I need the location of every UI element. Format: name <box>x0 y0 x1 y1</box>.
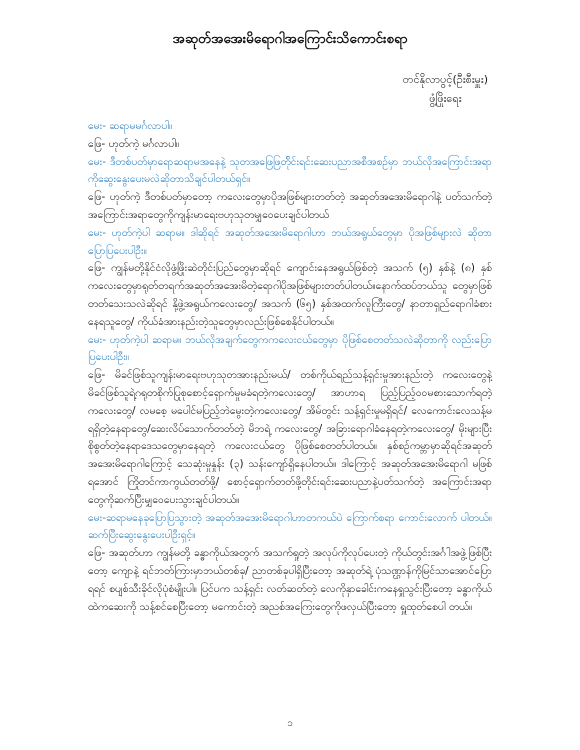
answer-paragraph: ဖြေ- မိခင်ဖြစ်သူကျန်းမာရေးဗဟုသုတအားနည်းမယ်/ တစ်ကိုယ်ရည်သန့်ရှင်းမှုအားနည်းတဲ့ ကလေးတွေနဲ့ မိခင်ဖြစ်သူရဲ့ဂရုတစိုက်ပြုစုစောင့်ရှောက်မှုမခံရတဲ့ကလေးတွေ/ အာဟာရ ပြည့်ပြည့်ဝဝမစားသောက်ရတဲ့ ကလေးတွေ/ လမစေ့ မပေါင်မပြည့်ဘဲမွေးတဲ့ကလေးတွေ/ အိမ်တွင်း သန့်ရှင်းမှုမရှိရင်/ လေကောင်းလေသန့်မရရှိတဲ့နေရာတွေ/ဆေးလိပ်သောက်တတ်တဲ့ မိဘရဲ့ ကလေးတွေ/ အခြားရောဂါခံနေရတဲ့ကလေးတွေ/ မိုးများပြီးစိုစွတ်တဲ့နေရာဒေသတွေမှာနေရတဲ့ ကလေးငယ်တွေ ပိုဖြစ်စေတတ်ပါတယ်။ နှစ်စဉ်ကမ္ဘာမှာဆိုရင်အဆုတ်အအေးမိရောဂါကြောင့် သေဆုံးမှုနှုန်း (၃) သန်းကျော်ရှိနေပါတယ်။ ဒါကြောင့် အဆုတ်အအေးမိရောဂါ မဖြစ်ရအောင် ကြိုတင်ကာကွယ်တတ်ဖို့/ စောင့်ရှောက်တတ်ဖို့တိုင်းရင်းဆေးပညာနဲ့ပတ်သက်တဲ့ အကြောင်းအရာတွေကိုဆက်ပြီးမျှဝေပေးသွားချင်ပါတယ်။ <box>88 369 492 506</box>
author-department: ဖွံ့ဖြိုးရေး <box>429 92 462 105</box>
question-paragraph: မေး-ဆရာမနေခုပြောပြသွားတဲ့ အဆုတ်အအေးမိရောဂါဟာတကယ်ပဲ ကြောက်စရာ ကောင်းလောက် ပါတယ်။ ဆက်ပြီးဆွေးနွေးပေးပါဦးရှင့်။ <box>88 511 492 542</box>
answer-paragraph: ဖြေ- ဟုတ်ကဲ့ မင်္ဂလာပါ။ <box>88 137 180 150</box>
answer-paragraph: ဖြေ- ကျွန်မတို့နိုင်ငံလိုဖွံ့ဖြိုးဆဲတိုင်းပြည်တွေမှာဆိုရင် ကျောင်းနေအရွယ်ဖြစ်တဲ့ အသက် (၅) နှစ်နဲ့ (၈) နှစ်ကလေးတွေမှာရုတ်တရက်အဆုတ်အအေးမိတဲ့ရောဂါပိုအဖြစ်များတတ်ပါတယ်။နောက်ထပ်ဘယ်သူ တွေမှာဖြစ်တတ်သေးသလဲဆိုရင် နို့ဖွဲ့အရွယ်ကလေးတွေ/ အသက် (၆၅) နှစ်အထက်လူကြီးတွေ/ နာတာရှည်ရောဂါခံစားနေရသူတွေ/ ကိုယ်ခံအားနည်းတဲ့သူတွေမှာလည်းဖြစ်စေနိုင်ပါတယ်။ <box>88 262 492 328</box>
answer-paragraph: ဖြေ- အဆုတ်ဟာ ကျွန်မတို့ ခန္ဓာကိုယ်အတွက် အသက်ရှုတဲ့ အလုပ်ကိုလုပ်ပေးတဲ့ ကိုယ်တွင်းအင်္ဂါအဖွဲ့ဖြစ်ပြီးတော့ ကျောနဲ့ ရင်ဘတ်ကြားမှာဘယ်တစ်ခု/ ညာတစ်ခုပါရှိပြီးတော့ အဆုတ်ရဲ့ ပုံသဏ္ဌာန်ကိုမြင်သာအောင်ပြောရရင် စပျစ်သီးခိုင်လိုပုံစံမျိုးပါ။ ပြင်ပက သန့်ရှင်း လတ်ဆတ်တဲ့ လေကိုနှာခေါင်းကနေရှူသွင်းပြီးတော့ ခန္ဓာကိုယ်ထဲကဆေးကို သန့်စင်စေပြီးတော့ မကောင်းတဲ့ အညစ်အကြေးတွေကိုဖလှယ်ပြီးတော့ ရှူထုတ်စေပါ တယ်။ <box>88 547 492 613</box>
document-body <box>88 118 492 616</box>
question-paragraph: မေး- ဆရာမမင်္ဂလာပါ။ <box>88 120 173 132</box>
question-paragraph: မေး- ဟုတ်ကဲ့ပါ ဆရာမ။ ဘယ်လိုအချက်တွေကကလေးငယ်တွေမှာ ပိုဖြစ်စေတတ်သလဲဆိုတာကို လည်းပြောပြပေးပါဦး။ <box>88 333 492 364</box>
question-paragraph: မေး- ဟုတ်ကဲ့ပါ ဆရာမ။ ဒါဆိုရင် အဆုတ်အအေးမိရောဂါဟာ ဘယ်အရွယ်တွေမှာ ပိုအဖြစ်များလဲ ဆိုတာပြောပြပေးပါဦး။ <box>88 226 492 257</box>
page-number: ၁ <box>287 718 293 729</box>
document-title: အဆုတ်အအေးမိရောဂါအကြောင်းသိကောင်းစရာ <box>172 31 408 47</box>
answer-paragraph: ဖြေ- ဟုတ်ကဲ့ ဒီတစ်ပတ်မှာတော့ ကလေးတွေမှာပိုအဖြစ်များတတ်တဲ့ အဆုတ်အအေးမိရောဂါနဲ့ ပတ်သက်တဲ့ အကြောင်းအရာတွေကိုကျန်းမာရေးဗဟုသုတမျှဝေပေးချင်ပါတယ် <box>88 191 492 221</box>
author-name: တင်နိုလာပွင့်(ဦးစီးမှူး) <box>402 73 488 86</box>
question-paragraph: မေး- ဒီတစ်ပတ်မှာရောဆရာမအနေနဲ့ သုတအဖြေဖြတ်ိုင်းရင်းဆေးပညာအစီအစဉ်မှာ ဘယ်လိုအကြောင်းအရာကိုဆွေးနွေးပေးမလဲဆိုတာသိချင်ပါတယ်ရှင်။ <box>88 155 492 186</box>
author-block <box>403 70 488 108</box>
